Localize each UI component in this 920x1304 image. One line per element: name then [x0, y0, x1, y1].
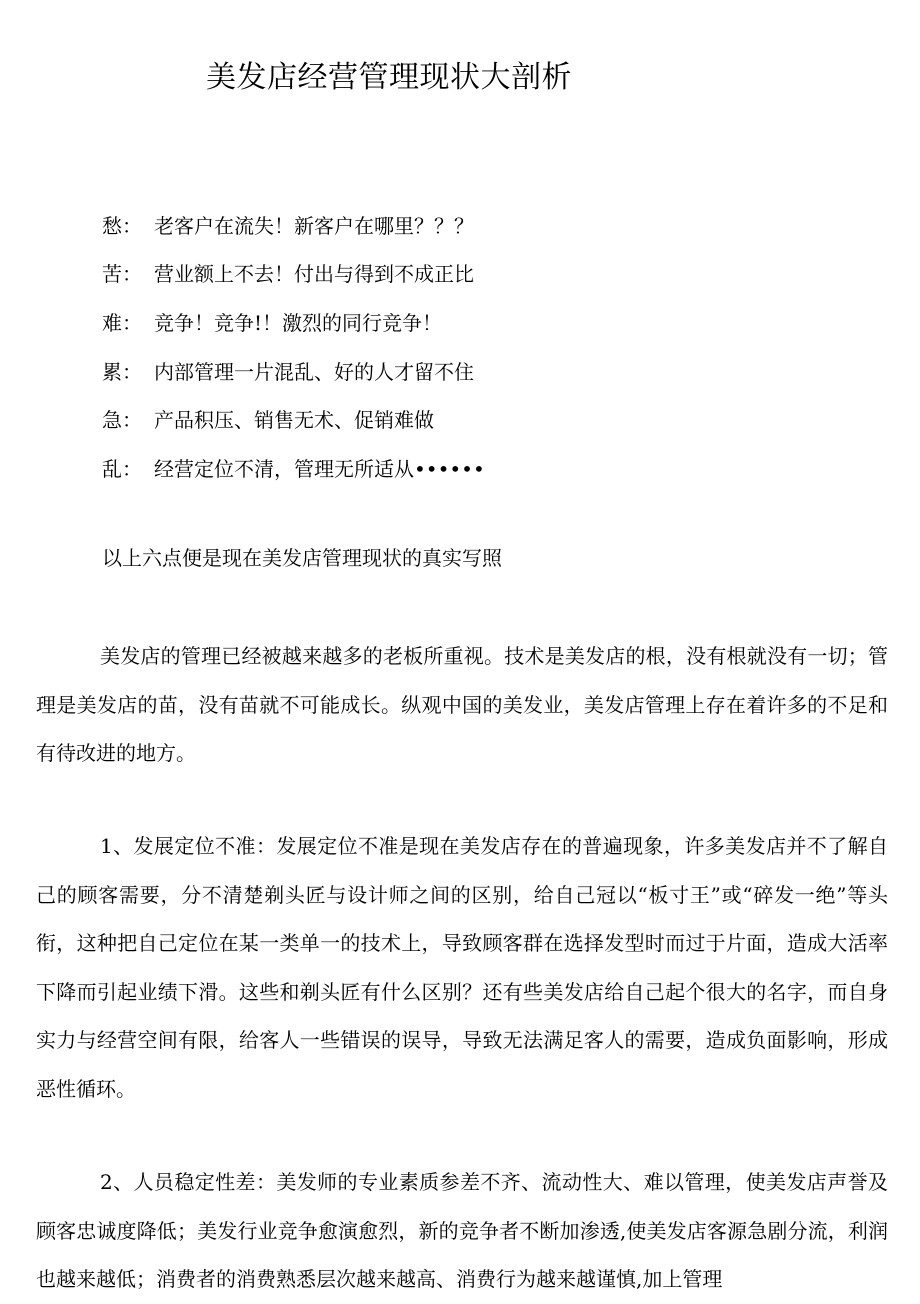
complaint-text: 产品积压、销售无术、促销难做 [154, 408, 434, 433]
complaint-text: 竞争！竞争!！激烈的同行竞争！ [154, 310, 443, 335]
complaint-key: 愁： [102, 213, 142, 238]
complaint-key: 累： [102, 359, 142, 384]
complaint-key: 难： [102, 310, 142, 335]
intro-paragraph: 美发店的管理已经被越来越多的老板所重视。技术是美发店的根，没有根就没有一切；管理是美发店的苗，没有苗就不可能成长。纵观中国的美发业，美发店管理上存在着许多的不足和有待改进的地方。 [36, 644, 888, 766]
complaint-text: 内部管理一片混乱、好的人才留不住 [154, 359, 474, 384]
complaint-text: 老客户在流失！新客户在哪里？？？ [154, 213, 474, 238]
section-1-paragraph: 1、发展定位不准：发展定位不准是现在美发店存在的普遍现象，许多美发店并不了解自己的顾客需要，分不清楚剃头匠与设计师之间的区别，给自己冠以“板寸王”或“碎发一绝”等头衔，这种把自己定位在某一类单一的技术上，导致顾客群在选择发型时而过于片面，造成大活率下降而引起业绩下滑。这些和剃头匠有什么区别？还有些美发店给自己起个很大的名字，而自身实力与经营空间有限，给客人一些错误的误导，导致无法满足客人的需要，造成负面影响，形成恶性循环。 [36, 834, 888, 1101]
summary-line: 以上六点便是现在美发店管理现状的真实写照 [102, 546, 502, 570]
complaint-text: 营业额上不去！付出与得到不成正比 [154, 262, 474, 287]
complaint-item [102, 443, 882, 492]
complaint-key: 苦： [102, 262, 142, 287]
complaint-key: 乱： [102, 456, 142, 481]
document-title: 美发店经营管理现状大剖析 [206, 60, 572, 95]
complaint-item [102, 200, 882, 249]
section-2-paragraph: 2、人员稳定性差：美发师的专业素质参差不齐、流动性大、难以管理，使美发店声誉及顾客忠诚度降低；美发行业竞争愈演愈烈，新的竞争者不断加渗透,使美发店客源急剧分流，利润也越来越低；消费者的消费熟悉层次越来越高、消费行为越来越谨慎,加上管理 [36, 1170, 888, 1292]
complaint-item [102, 346, 882, 395]
complaint-item [102, 249, 882, 298]
complaint-text: 经营定位不清，管理无所适从•••••• [154, 456, 485, 481]
complaint-key: 急： [102, 408, 142, 433]
complaint-list [102, 200, 882, 492]
complaint-item [102, 394, 882, 443]
complaint-item [102, 297, 882, 346]
